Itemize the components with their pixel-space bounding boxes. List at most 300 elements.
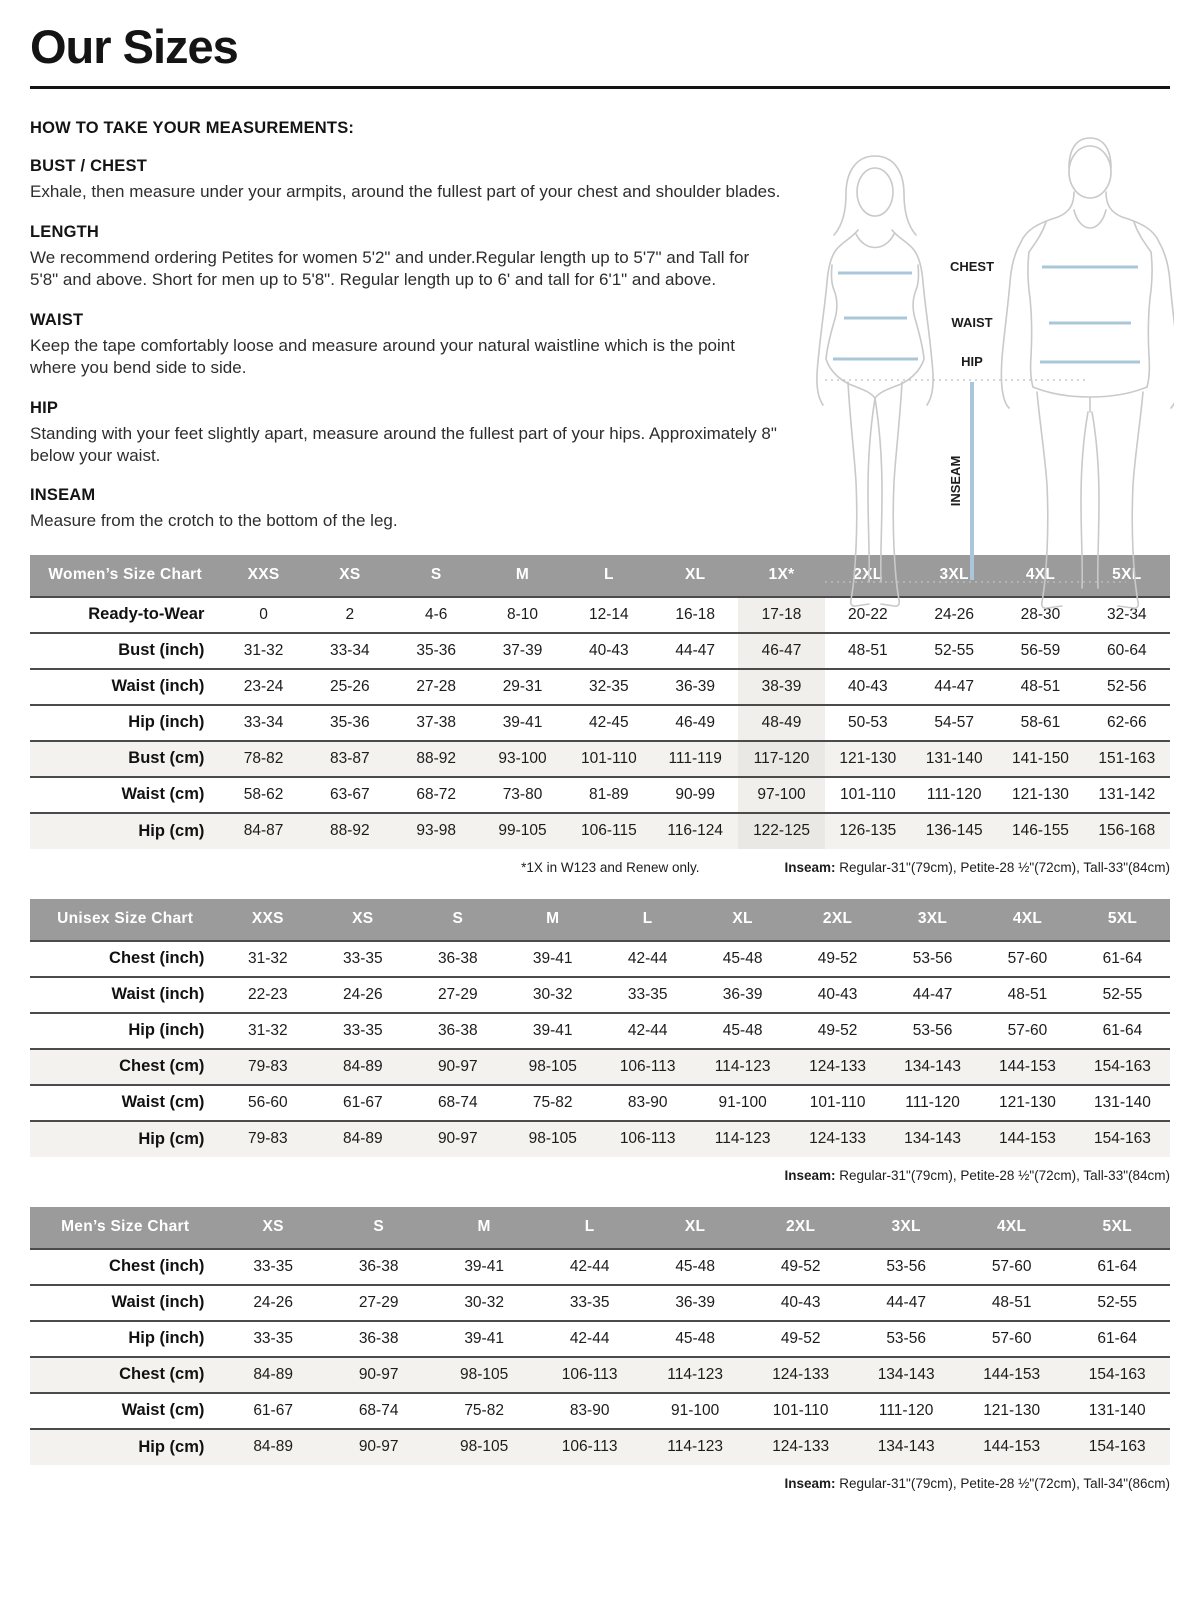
table-row xyxy=(30,1121,1170,1157)
section-heading: LENGTH xyxy=(30,222,100,241)
size-cell: 106-113 xyxy=(537,1429,643,1465)
size-cell: 75-82 xyxy=(431,1393,537,1429)
size-cell: 134-143 xyxy=(885,1121,980,1157)
section-body: Exhale, then measure under your armpits, around the fullest part of your chest and shoulder blades. xyxy=(30,182,781,202)
size-cell: 131-140 xyxy=(1075,1085,1170,1121)
size-cell: 122-125 xyxy=(738,813,824,849)
section-body: Keep the tape comfortably loose and measure around your natural waistline which is the point where you bend side to side. xyxy=(30,335,735,378)
table-row xyxy=(30,941,1170,977)
size-cell: 40-43 xyxy=(566,633,652,669)
size-cell: 61-67 xyxy=(315,1085,410,1121)
size-cell: 49-52 xyxy=(748,1249,854,1285)
size-cell: 114-123 xyxy=(695,1121,790,1157)
row-label: Waist (cm) xyxy=(30,1085,220,1121)
table-row xyxy=(30,1013,1170,1049)
size-diagram xyxy=(790,130,1174,614)
table-row xyxy=(30,813,1170,849)
size-cell: 42-44 xyxy=(600,941,695,977)
footnote-inseam xyxy=(784,860,1170,875)
size-cell: 22-23 xyxy=(220,977,315,1013)
column-header: 4XL xyxy=(997,555,1083,597)
table-row xyxy=(30,1393,1170,1429)
size-cell: 20-22 xyxy=(825,597,911,633)
size-cell: 154-163 xyxy=(1075,1049,1170,1085)
size-cell: 54-57 xyxy=(911,705,997,741)
row-label: Hip (inch) xyxy=(30,705,220,741)
size-cell: 8-10 xyxy=(479,597,565,633)
size-cell: 61-67 xyxy=(220,1393,326,1429)
womens-table-footnote xyxy=(30,860,1170,875)
size-cell: 84-89 xyxy=(315,1049,410,1085)
size-charts xyxy=(30,555,1170,1491)
footnote-inseam xyxy=(784,1168,1170,1183)
column-header: L xyxy=(566,555,652,597)
size-cell: 99-105 xyxy=(479,813,565,849)
size-cell: 39-41 xyxy=(505,1013,600,1049)
column-header: 5XL xyxy=(1084,555,1170,597)
size-cell: 30-32 xyxy=(431,1285,537,1321)
column-header: 2XL xyxy=(790,899,885,941)
table-row xyxy=(30,669,1170,705)
table-header-row xyxy=(30,899,1170,941)
size-cell: 101-110 xyxy=(748,1393,854,1429)
size-cell: 111-120 xyxy=(853,1393,959,1429)
size-cell: 134-143 xyxy=(885,1049,980,1085)
size-cell: 83-90 xyxy=(600,1085,695,1121)
footnote-inseam-label: Inseam: xyxy=(784,1475,836,1491)
size-cell: 93-100 xyxy=(479,741,565,777)
inseam-label: INSEAM xyxy=(948,455,963,507)
size-cell: 84-87 xyxy=(220,813,306,849)
table-title: Men’s Size Chart xyxy=(30,1207,220,1249)
size-cell: 79-83 xyxy=(220,1049,315,1085)
size-cell: 32-34 xyxy=(1084,597,1170,633)
size-cell: 121-130 xyxy=(825,741,911,777)
column-header: XL xyxy=(652,555,738,597)
table-row xyxy=(30,777,1170,813)
size-cell: 33-35 xyxy=(220,1321,326,1357)
unisex-table-footnote xyxy=(30,1168,1170,1183)
size-cell: 32-35 xyxy=(566,669,652,705)
size-cell: 48-51 xyxy=(959,1285,1065,1321)
size-cell: 73-80 xyxy=(479,777,565,813)
size-cell: 81-89 xyxy=(566,777,652,813)
size-cell: 53-56 xyxy=(853,1321,959,1357)
size-cell: 141-150 xyxy=(997,741,1083,777)
footnote-1x-note: *1X in W123 and Renew only. xyxy=(521,859,700,875)
size-cell: 36-38 xyxy=(410,941,505,977)
section-body: We recommend ordering Petites for women 5'2" and under.Regular length up to 5'7" and Tall for 5'8" and above. Short for men up to 5'8". Regular length up to 6' and tall for 6'1" and above. xyxy=(30,247,750,290)
footnote-inseam-text: Regular-31"(79cm), Petite-28 ½"(72cm), Tall-33"(84cm) xyxy=(835,1167,1170,1183)
size-cell: 40-43 xyxy=(748,1285,854,1321)
size-cell: 42-44 xyxy=(537,1249,643,1285)
size-cell: 91-100 xyxy=(642,1393,748,1429)
size-cell: 154-163 xyxy=(1064,1429,1170,1465)
size-cell: 42-45 xyxy=(566,705,652,741)
size-cell: 101-110 xyxy=(825,777,911,813)
row-label: Waist (cm) xyxy=(30,777,220,813)
size-cell: 29-31 xyxy=(479,669,565,705)
table-row xyxy=(30,1085,1170,1121)
waist-label: WAIST xyxy=(951,315,993,330)
size-cell: 98-105 xyxy=(505,1121,600,1157)
size-cell: 42-44 xyxy=(600,1013,695,1049)
size-cell: 24-26 xyxy=(911,597,997,633)
size-cell: 144-153 xyxy=(980,1049,1075,1085)
row-label: Hip (inch) xyxy=(30,1321,220,1357)
size-cell: 136-145 xyxy=(911,813,997,849)
column-header: XXS xyxy=(220,899,315,941)
table-title: Unisex Size Chart xyxy=(30,899,220,941)
size-cell: 151-163 xyxy=(1084,741,1170,777)
row-label: Chest (cm) xyxy=(30,1049,220,1085)
size-cell: 68-74 xyxy=(326,1393,432,1429)
size-cell: 33-35 xyxy=(220,1249,326,1285)
size-cell: 88-92 xyxy=(393,741,479,777)
size-cell: 144-153 xyxy=(980,1121,1075,1157)
size-cell: 98-105 xyxy=(505,1049,600,1085)
size-cell: 106-113 xyxy=(600,1049,695,1085)
size-cell: 24-26 xyxy=(220,1285,326,1321)
size-cell: 46-49 xyxy=(652,705,738,741)
size-cell: 124-133 xyxy=(790,1049,885,1085)
size-cell: 45-48 xyxy=(642,1321,748,1357)
size-cell: 91-100 xyxy=(695,1085,790,1121)
size-cell: 33-35 xyxy=(600,977,695,1013)
mens-table-footnote xyxy=(30,1476,1170,1491)
size-cell: 84-89 xyxy=(315,1121,410,1157)
size-cell: 39-41 xyxy=(505,941,600,977)
column-header: 4XL xyxy=(980,899,1075,941)
body-measurement-figure xyxy=(790,130,1174,614)
section-heading: BUST / CHEST xyxy=(30,157,147,176)
column-header: S xyxy=(326,1207,432,1249)
size-cell: 68-74 xyxy=(410,1085,505,1121)
measurement-instructions xyxy=(30,119,782,533)
table-title: Women’s Size Chart xyxy=(30,555,220,597)
size-cell: 57-60 xyxy=(980,1013,1075,1049)
size-cell: 36-39 xyxy=(642,1285,748,1321)
size-cell: 33-35 xyxy=(315,1013,410,1049)
size-cell: 68-72 xyxy=(393,777,479,813)
column-header: 5XL xyxy=(1064,1207,1170,1249)
size-cell: 48-49 xyxy=(738,705,824,741)
size-cell: 156-168 xyxy=(1084,813,1170,849)
size-cell: 49-52 xyxy=(748,1321,854,1357)
footnote-inseam xyxy=(784,1476,1170,1491)
column-header: L xyxy=(600,899,695,941)
column-header: S xyxy=(410,899,505,941)
size-cell: 44-47 xyxy=(652,633,738,669)
size-cell: 84-89 xyxy=(220,1357,326,1393)
size-cell: 28-30 xyxy=(997,597,1083,633)
table-row xyxy=(30,1249,1170,1285)
size-cell: 52-55 xyxy=(1075,977,1170,1013)
size-cell: 42-44 xyxy=(537,1321,643,1357)
size-cell: 33-35 xyxy=(537,1285,643,1321)
size-cell: 33-35 xyxy=(315,941,410,977)
size-cell: 44-47 xyxy=(885,977,980,1013)
size-cell: 35-36 xyxy=(307,705,393,741)
size-cell: 90-97 xyxy=(326,1357,432,1393)
row-label: Hip (cm) xyxy=(30,813,220,849)
size-cell: 144-153 xyxy=(959,1357,1065,1393)
size-cell: 33-34 xyxy=(220,705,306,741)
size-cell: 121-130 xyxy=(980,1085,1075,1121)
size-cell: 27-29 xyxy=(326,1285,432,1321)
size-cell: 39-41 xyxy=(479,705,565,741)
size-cell: 58-62 xyxy=(220,777,306,813)
size-cell: 98-105 xyxy=(431,1429,537,1465)
size-cell: 45-48 xyxy=(642,1249,748,1285)
row-label: Hip (inch) xyxy=(30,1013,220,1049)
size-cell: 48-51 xyxy=(997,669,1083,705)
footnote-inseam-label: Inseam: xyxy=(784,859,836,875)
row-label: Bust (inch) xyxy=(30,633,220,669)
row-label: Hip (cm) xyxy=(30,1121,220,1157)
male-figure xyxy=(1001,138,1174,608)
size-cell: 134-143 xyxy=(853,1357,959,1393)
column-header: S xyxy=(393,555,479,597)
column-header: XS xyxy=(315,899,410,941)
size-cell: 154-163 xyxy=(1075,1121,1170,1157)
size-cell: 106-113 xyxy=(537,1357,643,1393)
size-cell: 17-18 xyxy=(738,597,824,633)
size-cell: 111-120 xyxy=(911,777,997,813)
size-cell: 24-26 xyxy=(315,977,410,1013)
size-cell: 60-64 xyxy=(1084,633,1170,669)
size-cell: 90-99 xyxy=(652,777,738,813)
size-cell: 131-142 xyxy=(1084,777,1170,813)
size-cell: 61-64 xyxy=(1075,1013,1170,1049)
size-cell: 31-32 xyxy=(220,633,306,669)
size-cell: 36-38 xyxy=(410,1013,505,1049)
column-header: 4XL xyxy=(959,1207,1065,1249)
column-header: XS xyxy=(307,555,393,597)
size-cell: 79-83 xyxy=(220,1121,315,1157)
size-cell: 53-56 xyxy=(885,941,980,977)
size-cell: 116-124 xyxy=(652,813,738,849)
size-cell: 27-28 xyxy=(393,669,479,705)
column-header: XL xyxy=(695,899,790,941)
row-label: Waist (inch) xyxy=(30,1285,220,1321)
size-cell: 30-32 xyxy=(505,977,600,1013)
size-cell: 124-133 xyxy=(748,1429,854,1465)
size-cell: 56-60 xyxy=(220,1085,315,1121)
measurement-section-waist xyxy=(30,311,782,380)
size-cell: 75-82 xyxy=(505,1085,600,1121)
size-cell: 88-92 xyxy=(307,813,393,849)
column-header: 1X* xyxy=(738,555,824,597)
size-cell: 131-140 xyxy=(1064,1393,1170,1429)
size-cell: 58-61 xyxy=(997,705,1083,741)
section-body: Standing with your feet slightly apart, measure around the fullest part of your hips. Approximately 8" below your waist. xyxy=(30,423,777,465)
size-cell: 38-39 xyxy=(738,669,824,705)
size-cell: 61-64 xyxy=(1075,941,1170,977)
section-body: Measure from the crotch to the bottom of the leg. xyxy=(30,511,398,531)
size-cell: 53-56 xyxy=(885,1013,980,1049)
section-heading: INSEAM xyxy=(30,486,96,505)
column-header: 2XL xyxy=(825,555,911,597)
measurement-section-length xyxy=(30,223,782,292)
size-cell: 49-52 xyxy=(790,1013,885,1049)
measurement-section-bust-chest xyxy=(30,157,782,203)
size-cell: 16-18 xyxy=(652,597,738,633)
column-header: 5XL xyxy=(1075,899,1170,941)
size-cell: 56-59 xyxy=(997,633,1083,669)
size-cell: 90-97 xyxy=(410,1049,505,1085)
size-cell: 134-143 xyxy=(853,1429,959,1465)
row-label: Waist (inch) xyxy=(30,977,220,1013)
size-cell: 144-153 xyxy=(959,1429,1065,1465)
size-cell: 93-98 xyxy=(393,813,479,849)
size-cell: 36-38 xyxy=(326,1321,432,1357)
size-cell: 114-123 xyxy=(642,1357,748,1393)
size-cell: 0 xyxy=(220,597,306,633)
size-cell: 48-51 xyxy=(825,633,911,669)
size-cell: 23-24 xyxy=(220,669,306,705)
size-cell: 52-55 xyxy=(1064,1285,1170,1321)
size-cell: 57-60 xyxy=(959,1321,1065,1357)
size-cell: 111-119 xyxy=(652,741,738,777)
size-cell: 124-133 xyxy=(790,1121,885,1157)
size-cell: 31-32 xyxy=(220,941,315,977)
size-cell: 52-56 xyxy=(1084,669,1170,705)
size-cell: 44-47 xyxy=(911,669,997,705)
chest-label: CHEST xyxy=(949,259,995,274)
row-label: Chest (inch) xyxy=(30,941,220,977)
table-row xyxy=(30,977,1170,1013)
mens-size-table xyxy=(30,1207,1170,1465)
size-cell: 35-36 xyxy=(393,633,479,669)
how-to-heading: HOW TO TAKE YOUR MEASUREMENTS: xyxy=(30,119,355,138)
footnote-inseam-text: Regular-31"(79cm), Petite-28 ½"(72cm), Tall-33"(84cm) xyxy=(835,859,1170,875)
size-cell: 97-100 xyxy=(738,777,824,813)
section-heading: HIP xyxy=(30,398,59,417)
size-cell: 121-130 xyxy=(959,1393,1065,1429)
size-cell: 37-38 xyxy=(393,705,479,741)
size-cell: 114-123 xyxy=(642,1429,748,1465)
size-cell: 154-163 xyxy=(1064,1357,1170,1393)
size-cell: 39-41 xyxy=(431,1249,537,1285)
column-header: M xyxy=(479,555,565,597)
size-cell: 57-60 xyxy=(959,1249,1065,1285)
size-cell: 114-123 xyxy=(695,1049,790,1085)
column-header: 3XL xyxy=(885,899,980,941)
column-header: XXS xyxy=(220,555,306,597)
column-header: XL xyxy=(642,1207,748,1249)
size-cell: 36-39 xyxy=(695,977,790,1013)
size-cell: 98-105 xyxy=(431,1357,537,1393)
size-cell: 46-47 xyxy=(738,633,824,669)
size-cell: 33-34 xyxy=(307,633,393,669)
measurement-section-inseam xyxy=(30,486,782,532)
size-cell: 106-113 xyxy=(600,1121,695,1157)
size-cell: 117-120 xyxy=(738,741,824,777)
size-cell: 126-135 xyxy=(825,813,911,849)
size-cell: 84-89 xyxy=(220,1429,326,1465)
size-cell: 50-53 xyxy=(825,705,911,741)
hip-label: HIP xyxy=(961,354,983,369)
table-row xyxy=(30,1429,1170,1465)
footnote-inseam-text: Regular-31"(79cm), Petite-28 ½"(72cm), Tall-34"(86cm) xyxy=(835,1475,1170,1491)
size-cell: 40-43 xyxy=(790,977,885,1013)
row-label: Chest (inch) xyxy=(30,1249,220,1285)
size-cell: 12-14 xyxy=(566,597,652,633)
size-cell: 78-82 xyxy=(220,741,306,777)
measurement-section-hip xyxy=(30,399,782,468)
row-label: Waist (cm) xyxy=(30,1393,220,1429)
size-cell: 62-66 xyxy=(1084,705,1170,741)
section-heading: WAIST xyxy=(30,310,84,329)
table-header-row xyxy=(30,1207,1170,1249)
column-header: XS xyxy=(220,1207,326,1249)
size-cell: 53-56 xyxy=(853,1249,959,1285)
size-cell: 63-67 xyxy=(307,777,393,813)
row-label: Bust (cm) xyxy=(30,741,220,777)
row-label: Hip (cm) xyxy=(30,1429,220,1465)
size-cell: 83-87 xyxy=(307,741,393,777)
size-cell: 57-60 xyxy=(980,941,1075,977)
table-row xyxy=(30,705,1170,741)
column-header: 2XL xyxy=(748,1207,854,1249)
size-cell: 131-140 xyxy=(911,741,997,777)
size-cell: 61-64 xyxy=(1064,1321,1170,1357)
female-figure xyxy=(817,156,933,606)
size-cell: 36-38 xyxy=(326,1249,432,1285)
row-label: Waist (inch) xyxy=(30,669,220,705)
size-cell: 101-110 xyxy=(566,741,652,777)
unisex-size-table xyxy=(30,899,1170,1157)
size-cell: 44-47 xyxy=(853,1285,959,1321)
size-cell: 90-97 xyxy=(410,1121,505,1157)
size-cell: 111-120 xyxy=(885,1085,980,1121)
size-cell: 90-97 xyxy=(326,1429,432,1465)
table-row xyxy=(30,741,1170,777)
footnote-inseam-label: Inseam: xyxy=(784,1167,836,1183)
table-row xyxy=(30,1285,1170,1321)
size-cell: 39-41 xyxy=(431,1321,537,1357)
size-cell: 31-32 xyxy=(220,1013,315,1049)
size-cell: 2 xyxy=(307,597,393,633)
table-row xyxy=(30,1049,1170,1085)
size-cell: 49-52 xyxy=(790,941,885,977)
title-divider xyxy=(30,86,1170,89)
size-cell: 4-6 xyxy=(393,597,479,633)
size-cell: 146-155 xyxy=(997,813,1083,849)
column-header: M xyxy=(431,1207,537,1249)
size-cell: 45-48 xyxy=(695,941,790,977)
row-label: Chest (cm) xyxy=(30,1357,220,1393)
size-cell: 61-64 xyxy=(1064,1249,1170,1285)
size-cell: 45-48 xyxy=(695,1013,790,1049)
size-cell: 52-55 xyxy=(911,633,997,669)
table-row xyxy=(30,1357,1170,1393)
size-cell: 25-26 xyxy=(307,669,393,705)
page-title: Our Sizes xyxy=(30,20,238,73)
column-header: M xyxy=(505,899,600,941)
size-cell: 37-39 xyxy=(479,633,565,669)
size-cell: 48-51 xyxy=(980,977,1075,1013)
size-cell: 36-39 xyxy=(652,669,738,705)
column-header: 3XL xyxy=(853,1207,959,1249)
column-header: 3XL xyxy=(911,555,997,597)
size-cell: 106-115 xyxy=(566,813,652,849)
size-cell: 121-130 xyxy=(997,777,1083,813)
column-header: L xyxy=(537,1207,643,1249)
row-label: Ready-to-Wear xyxy=(30,597,220,633)
size-cell: 83-90 xyxy=(537,1393,643,1429)
